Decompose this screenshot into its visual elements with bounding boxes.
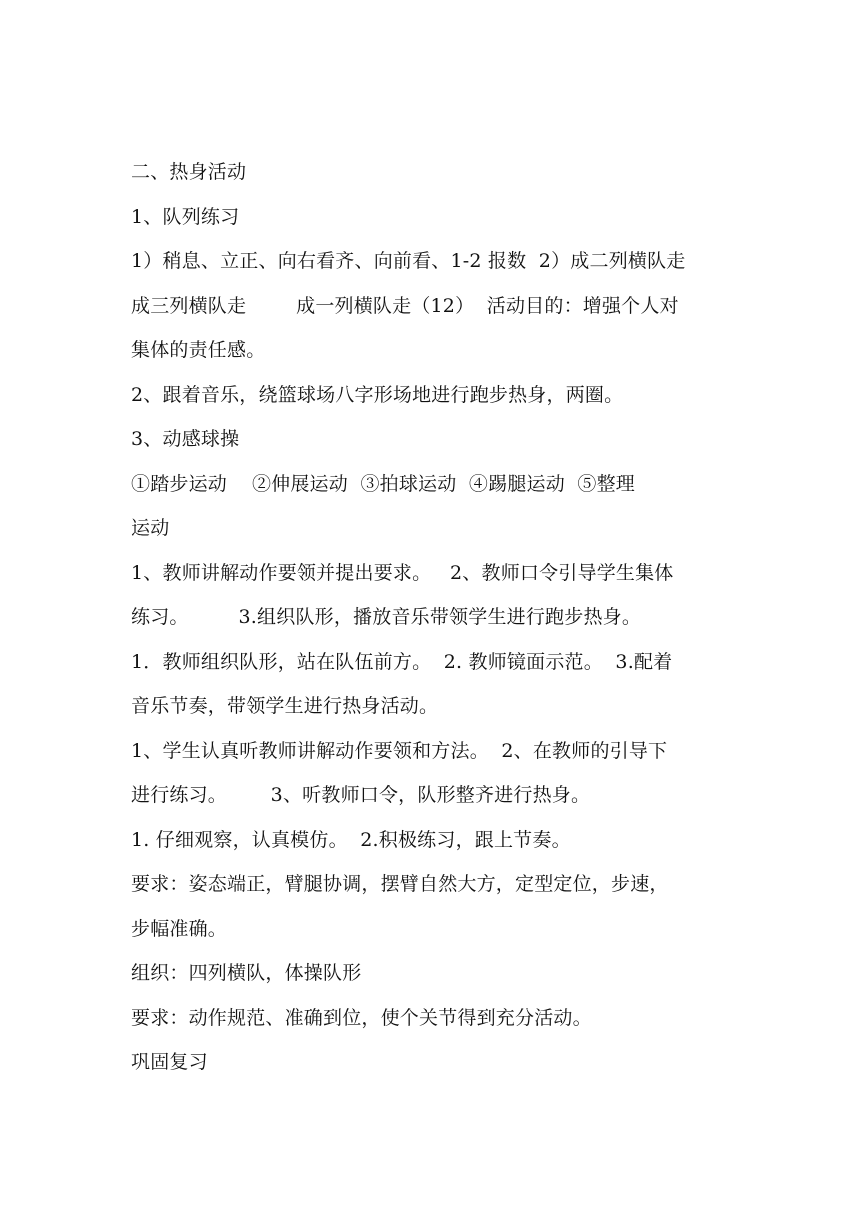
text-line: 集体的责任感。 [131, 339, 266, 361]
text-line: 组织：四列横队，体操队形 [131, 962, 362, 984]
text-line: 1）稍息、立正、向右看齐、向前看、1-2 报数 2）成二列横队走 [131, 250, 686, 272]
text-line: 1．教师组织队形，站在队伍前方。 2. 教师镜面示范。 3.配着 [131, 650, 673, 673]
section-heading: 二、热身活动 [131, 161, 247, 183]
text-line: 巩固复习 [131, 1051, 208, 1073]
subheading-ball-exercise: 3、动感球操 [131, 428, 240, 450]
text-line: ①踏步运动 ②伸展运动 ③拍球运动 ④踢腿运动 ⑤整理 [131, 472, 635, 495]
text-line: 运动 [131, 517, 170, 539]
text-line: 要求：姿态端正，臂腿协调，摆臂自然大方，定型定位，步速， [131, 873, 669, 895]
text-line: 1、教师讲解动作要领并提出要求。 2、教师口令引导学生集体 [131, 561, 674, 584]
text-line: 进行练习。 3、听教师口令，队形整齐进行热身。 [131, 784, 591, 806]
text-line: 音乐节奏，带领学生进行热身活动。 [131, 695, 439, 717]
document-body [131, 150, 731, 1085]
text-line: 要求：动作规范、准确到位，使个关节得到充分活动。 [131, 1006, 592, 1029]
text-line: 练习。 3.组织队形，播放音乐带领学生进行跑步热身。 [131, 606, 642, 628]
text-line: 2、跟着音乐，绕篮球场八字形场地进行跑步热身，两圈。 [131, 383, 624, 406]
text-line: 1. 仔细观察，认真模仿。 2.积极练习，跟上节奏。 [131, 828, 571, 851]
text-line: 成三列横队走 成一列横队走（12） 活动目的：增强个人对 [131, 294, 679, 317]
text-line: 1、学生认真听教师讲解动作要领和方法。 2、在教师的引导下 [131, 739, 668, 762]
text-line: 步幅准确。 [131, 917, 228, 940]
subheading-queue-practice: 1、队列练习 [131, 205, 240, 228]
